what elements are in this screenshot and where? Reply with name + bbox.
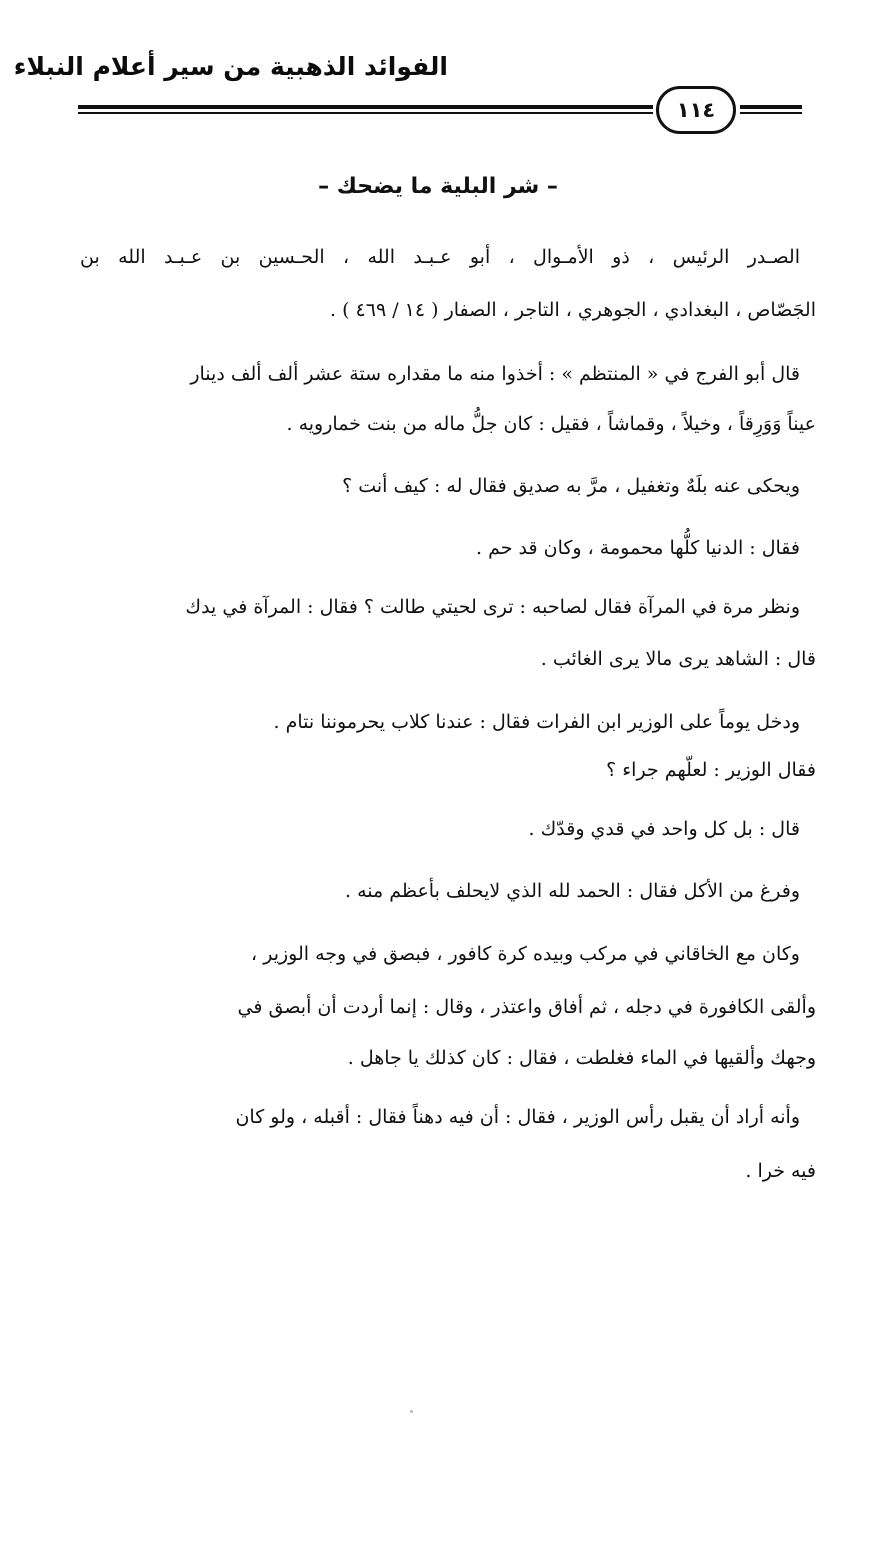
text-line: وأنه أراد أن يقبل رأس الوزير ، فقال : أن فيه دهناً فقال : أقبله ، ولو كان — [235, 1106, 800, 1128]
page-number-badge: ١١٤ — [656, 86, 736, 134]
text-line: وفرغ من الأكل فقال : الحمد لله الذي لايحلف بأعظم منه . — [345, 880, 800, 902]
text-line: قال أبو الفرج في « المنتظم » : أخذوا منه ما مقداره ستة عشر ألف ألف دينار — [190, 363, 800, 385]
text-line: ودخل يوماً على الوزير ابن الفرات فقال : عندنا كلاب يحرموننا نتام . — [273, 711, 800, 733]
book-title-header: الفوائد الذهبية من سير أعلام النبلاء — [13, 52, 448, 81]
header-rule-right — [740, 105, 802, 109]
text-line: قال : بل كل واحد في قدي وقدّك . — [528, 818, 800, 840]
section-title: – شر البلية ما يضحك – — [318, 174, 558, 199]
text-line: فقال الوزير : لعلّهم جراء ؟ — [606, 759, 816, 781]
text-line: قال : الشاهد يرى مالا يرى الغائب . — [540, 648, 816, 670]
text-line: الجَصّاص ، البغدادي ، الجوهري ، التاجر ، الصفار ( ١٤ / ٤٦٩ ) . — [330, 299, 816, 321]
text-line: ويحكى عنه بلَهٌ وتغفيل ، مرَّ به صديق فقال له : كيف أنت ؟ — [342, 475, 800, 497]
text-line: ونظر مرة في المرآة فقال لصاحبه : ترى لحيتي طالت ؟ فقال : المرآة في يدك — [185, 596, 800, 618]
text-line: الصـدر الرئيس ، ذو الأمـوال ، أبو عـبـد الله ، الحـسين بن عـبـد الله بن — [80, 246, 800, 268]
text-line: فيه خرا . — [745, 1160, 816, 1182]
text-line: وكان مع الخاقاني في مركب وبيده كرة كافور ، فبصق في وجه الوزير ، — [251, 943, 800, 965]
text-line: وجهك وألقيها في الماء فغلطت ، فقال : كان كذلك يا جاهل . — [347, 1047, 816, 1069]
text-line: فقال : الدنيا كلُّها محمومة ، وكان قد حم . — [476, 537, 800, 559]
text-line: عيناً وَوَرِقاً ، وخيلاً ، وقماشاً ، فقيل : كان جلُّ ماله من بنت خمارويه . — [286, 413, 816, 435]
text-line: وألقى الكافورة في دجله ، ثم أفاق واعتذر ، وقال : إنما أردت أن أبصق في — [237, 996, 816, 1018]
header-rule-left-thin — [78, 112, 653, 114]
scan-speck — [410, 1410, 413, 1413]
header-rule-left — [78, 105, 653, 109]
header-rule-right-thin — [740, 112, 802, 114]
